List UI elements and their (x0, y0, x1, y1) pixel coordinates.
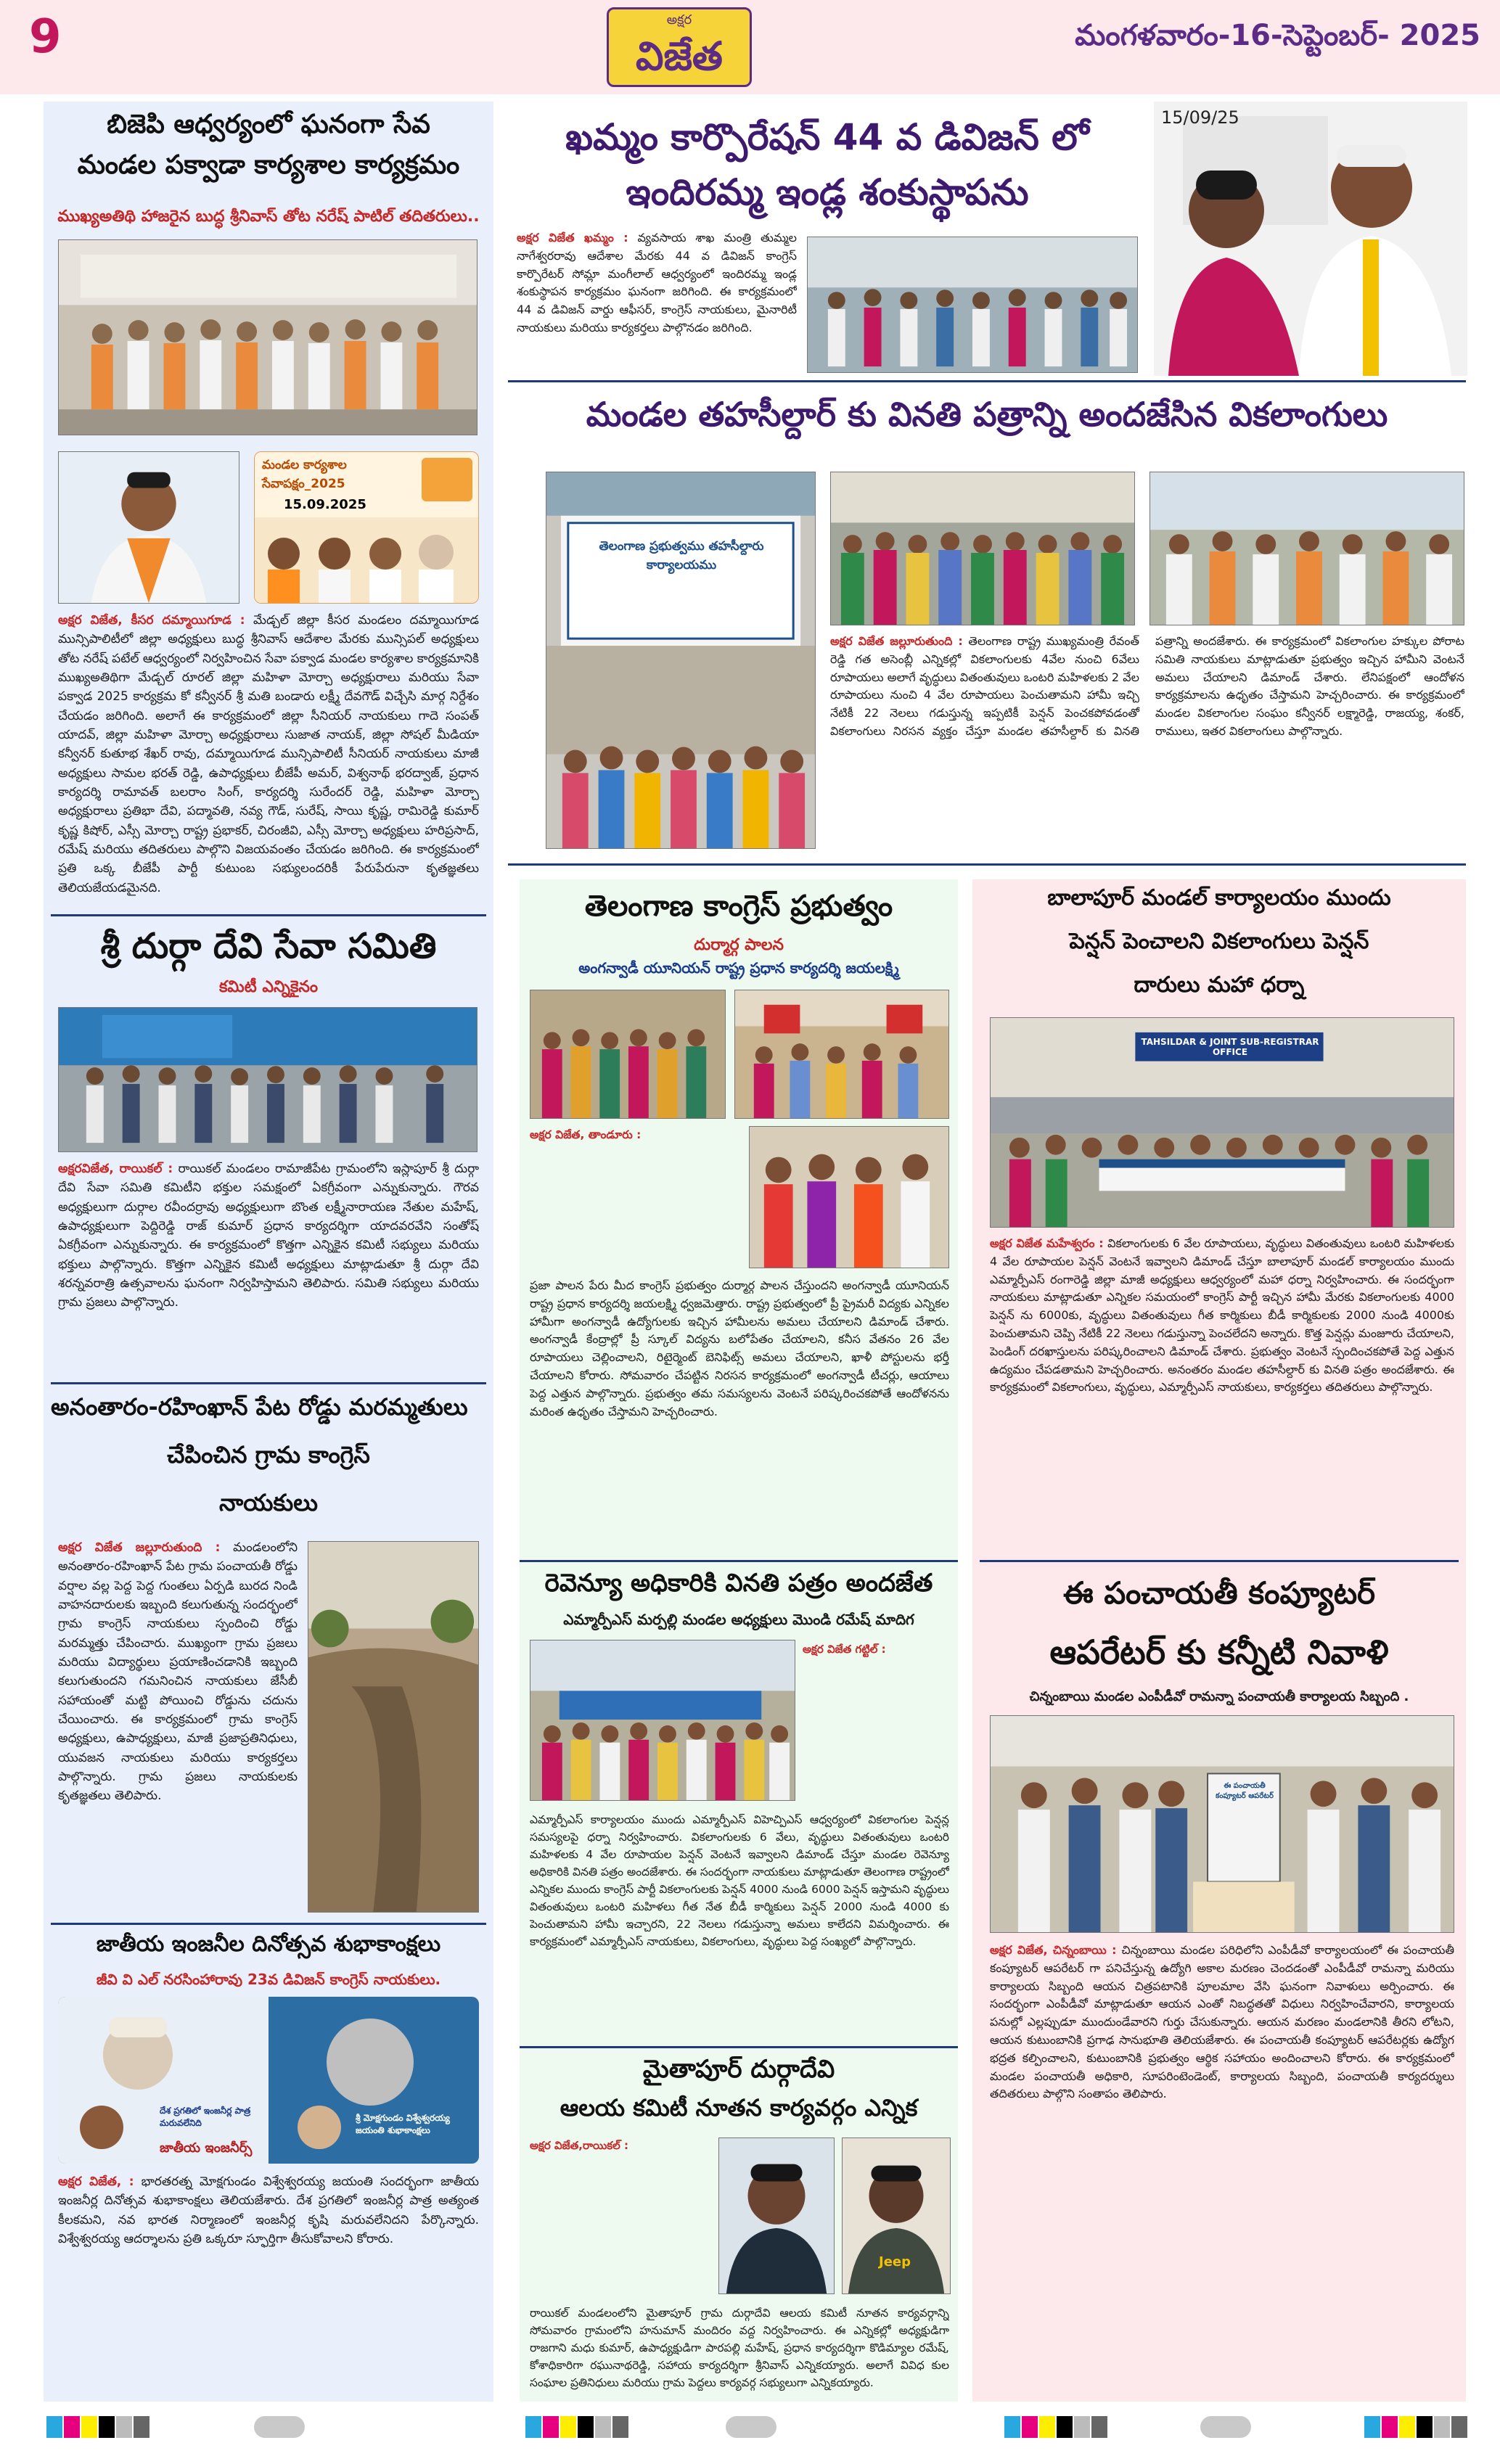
operator-body-text: చిన్నంబాయి మండల పరిధిలోని ఎంపీడీవో కార్యాలయంలో ఈ పంచాయతీ కంప్యూటర్ ఆపరేటర్ గా పనిచేస్తున్న ఉద్యోగి అకాల మరణం చెందడంతో ఎంపీడీవో రామన్నా మరియు కార్యాలయ సిబ్బంది ఆయన చిత్రపటానికి పూలమాల వేసి ఘనంగా నివాళులు అర్పించారు. ఈ సందర్భంగా ఎంపీడీవో మాట్లాడుతూ ఆయన ఎంతో నిబద్ధతతో విధులు నిర్వహించేవారని, కార్యాలయ పనుల్లో ఎల్లప్పుడూ ముందుండేవారని గుర్తు చేసుకున్నారు. ఆయన మరణం మండలానికి తీరని లోటని, ఆయన కుటుంబానికి ప్రగాఢ సానుభూతి తెలియజేశారు. ఈ పంచాయతీ కంప్యూటర్ ఆపరేటర్లకు ఉద్యోగ భద్రత కల్పించాలని, కుటుంబానికి ప్రభుత్వం ఆర్థిక సహాయం అందించాలని కోరారు. ఈ కార్యక్రమంలో మండల పంచాయతీ అధికారి, సూపరింటెండెంట్, కార్యాలయ సిబ్బంది, పంచాయతీ కార్యదర్శులు తదితరులు పాల్గొని సంతాపం తెలిపారు. (990, 1943, 1454, 2101)
divider (980, 1560, 1459, 1562)
road-headline-3: నాయకులు (219, 1489, 318, 1516)
durga-committee-photo (58, 1007, 478, 1152)
road-lead: అక్షర విజేత జల్లూరుతుంది : (58, 1540, 221, 1555)
road-headline-1: అనంతారం-రహింఖాన్ పేట రోడ్డు మరమ్మతులు (51, 1393, 468, 1421)
balapur-headline-2: పెన్షన్ పెంచాలని వికలాంగులు పెన్షన్ (1069, 929, 1369, 954)
balapur-lead: అక్షర విజేత మహేశ్వరం : (990, 1236, 1104, 1250)
divider (51, 914, 486, 916)
maithapur-portrait-1 (718, 2137, 835, 2294)
operator-body (990, 1942, 1454, 2391)
operator-lead: అక్షర విజేత, చిన్నంబాయి : (990, 1943, 1117, 1957)
tahsildar-board-text: తెలంగాణ ప్రభుత్వము తహసీల్దారు కార్యాలయము (599, 539, 764, 572)
operator-headline-2: ఆపరేటర్ కు కన్నీటి నివాళి (1049, 1633, 1389, 1672)
revenue-body-side (803, 1641, 951, 1808)
divider (520, 1560, 958, 1562)
bjp-lotus-icon (422, 458, 472, 501)
road-headline-2: చేపించిన గ్రామ కాంగ్రెస్ (167, 1441, 370, 1469)
operator-tribute-photo (990, 1715, 1454, 1933)
engineers-byline: జీవి వి ఎల్ నరసింహారావు 23వ డివిజన్ కాంగ్రెస్ నాయకులు. (96, 1971, 441, 1988)
tahsildar-lead: అక్షర విజేత జల్లూరుతుంది : (830, 634, 963, 648)
tahsildar-headline: మండల తహసీల్దార్ కు వినతి పత్రాన్ని అందజేసిన వికలాంగులు (586, 395, 1388, 434)
khammam-body-text: వ్యవసాయ శాఖ మంత్రి తుమ్మల నాగేశ్వరరావు ఆదేశాల మేరకు 44 వ డివిజన్ కాంగ్రెస్ కార్పొరేటర్ సోమ్లా మంగీలాల్ ఆధ్వర్యంలో ఇందిరమ్మ ఇండ్ల శంకుస్థాపన కార్యక్రమం ఘనంగా జరిగింది. ఈ కార్యక్రమంలో 44 వ డివిజన్ వార్డు ఆఫీసర్, కాంగ్రెస్ నాయకులు, మైనారిటీ నాయకులు మరియు కార్యకర్తలు పాల్గొనడం జరిగింది. (517, 231, 797, 334)
engineers-ad-title: జాతీయ ఇంజనీర్స్ (160, 2140, 253, 2156)
bjp-headline-1: బిజెపి ఆధ్వర్యంలో ఘనంగా సేవ (107, 110, 430, 139)
page-number: 9 (29, 10, 62, 64)
durga-headline: శ్రీ దుర్గా దేవి సేవా సమితి (100, 926, 437, 966)
divider (51, 1382, 486, 1384)
tahsildar-protest-photo-1 (830, 472, 1135, 625)
engineers-ad-text-1: దేశ ప్రగతిలో ఇంజనీర్ల పాత్ర మరువలేనిది (160, 2106, 251, 2128)
khammam-headline-2: ఇందిరమ్మ ఇండ్ల శంకుస్థాపను (626, 171, 1029, 213)
bjp-body-text: మేడ్చల్ జిల్లా కీసర మండలం దమ్మాయిగూడ మున్సిపాలిటీలో జిల్లా అధ్యక్షులు బుద్ధ శ్రీనివాస్ ఆదేశాల మేరకు మున్సిపల్ అధ్యక్షులు తోట నరేష్ పటేల్ ఆధ్వర్యంలో నిర్వహించిన సేవా పక్వాడ మండల కార్యశాల కార్యక్రమానికి ముఖ్యఅతిథిగా మేడ్చల్ రూరల్ జిల్లా మహిళా మోర్చా అధ్యక్షురాలు మరియు సేవా పక్వాడ 2025 కార్యక్రమ కో కన్వీనర్ శ్రీ మతి బండారు లక్ష్మీ దేవగౌడ్ విచ్చేసి మార్గ నిర్దేశం చేయడం జరిగింది. అలాగే ఈ కార్యక్రమంలో జిల్లా సీనియర్ నాయకులు గాదె సంపత్ యాదవ్, జిల్లా మహిళా మోర్చా అధ్యక్షురాలు సుజాత నాయక్, జిల్లా సోషల్ మీడియా కన్వీనర్ కుతూభ శేఖర్ రావు, దమ్మాయిగూడ మున్సిపాలిటీ సీనియర్ నాయకులు మాజీ అధ్యక్షులు సామల భరత్ రెడ్డి, ఉపాధ్యక్షులు బీజేపీ అమర్, విశ్వనాథ్ భరద్వాజ్, ప్రధాన కార్యదర్శి రామావత్ బలరాం సింగ్, కార్యదర్శి సురేందర్ రెడ్డి, మహిళా మోర్చా అధ్యక్షురాలు ప్రతిభా దేవి, పద్మావతి, నవ్య గౌడ్, సురేష్, సాయి కృష్ణ, రామిరెడ్డి కుమార్ కృష్ణ కిషోర్, ఎస్సీ మోర్చా రాష్ట్ర ప్రభాకర్, చిరంజీవి, ఎస్సీ మోర్చా అధ్యక్షులు హరిప్రసాద్, రమేష్ మరియు తదితరులు పాల్గొని విజయవంతం చేయడం జరిగింది. ఈ కార్యక్రమంలో ప్రతి ఒక్క బీజేపీ పార్టీ కుటుంబ సభ్యులందరికీ పేరుపేరునా కృతజ్ఞతలు తెలియజేయడమైనది. (58, 613, 479, 895)
revenue-body (530, 1811, 949, 2029)
poster-date: 15.09.2025 (284, 497, 366, 512)
revenue-body-text: ఎమ్మార్పీఎస్ కార్యాలయం ముందు ఎమ్మార్పీఎస్ విహెచ్పిఎస్ ఆధ్వర్యంలో వికలాంగుల పెన్షన్ల సమస్యలపై ధర్నా నిర్వహించారు. వికలాంగులకు 6 వేలు, వృద్ధులు వితంతువులు ఒంటరి మహిళలకు 4 వేల రూపాయల పెన్షన్ వెంటనే ఇవ్వాలని డిమాండ్ చేస్తూ మండల రెవెన్యూ అధికారికి వినతి పత్రం అందజేశారు. ఈ సందర్భంగా నాయకులు మాట్లాడుతూ తెలంగాణ రాష్ట్రంలో ఎన్నికల ముందు కాంగ్రెస్ పార్టీ వికలాంగులకు పెన్షన్ 4000 నుండి 6000 పెన్షన్ ఇస్తామని వృద్ధులు వితంతువులు ఒంటరి మహిళలు గీత నేత బీడీ కార్మికులు పెన్షన్ 2000 నుండి 4000 కు పెంచుతామని హామీ ఇచ్చారని, 22 నెలలు గడుస్తున్నా అమలు కాలేదని విమర్శించారు. ఈ కార్యక్రమంలో ఎమ్మార్పీఎస్ నాయకులు, వికలాంగులు, వృద్ధులు పెద్ద సంఖ్యలో పాల్గొన్నారు. (530, 1813, 949, 1949)
durga-body-text: రాయికల్ మండలం రామాజీపేట గ్రామంలోని ఇస్లాపూర్ శ్రీ దుర్గా దేవి సేవా సమితి కమిటీని భక్తుల సమక్షంలో ఏకగ్రీవంగా ఎన్నుకున్నారు. గౌరవ అధ్యక్షులుగా దుర్గాల రవీందర్రావు అధ్యక్షులుగా బొంత లక్ష్మీనారాయణ నేతుల మహేష్, ఉపాధ్యక్షులుగా పెద్దిరెడ్డి రాజ్ కుమార్ ప్రధాన కార్యదర్శిగా యాదవరవేని సంతోష్ ఏకగ్రీవంగా ఎన్నుకున్నారు. ఈ కార్యక్రమంలో కొత్తగా ఎన్నికైన కమిటీ సభ్యులు మరియు భక్తులు పాల్గొన్నారు. కొత్తగా ఎన్నికైన కమిటీ అధ్యక్షులు మాట్లాడుతూ శ్రీ దుర్గా దేవి శరన్నవరాత్రి ఉత్సవాలను ఘనంగా నిర్వహిస్తామని తెలిపారు. సమితి సభ్యులు మరియు గ్రామ ప్రజలు పాల్గొన్నారు. (58, 1162, 479, 1310)
congress-photo-1 (530, 990, 726, 1119)
khammam-foundation-photo (807, 237, 1138, 373)
congress-body-text: ప్రజా పాలన పేరు మీద కాంగ్రెస్ ప్రభుత్వం దుర్మార్గ పాలన చేస్తుందని అంగన్వాడీ యూనియన్ రాష్ట్ర ప్రధాన కార్యదర్శి జయలక్ష్మి ధ్వజమెత్తారు. రాష్ట్ర ప్రభుత్వంలో ప్రీ ప్రైమరీ విద్యకు ఎన్నికల హామీగా అంగన్వాడీ ఉద్యోగులకు ఇచ్చిన హామీలను అమలు చేయాలని డిమాండ్ చేశారు. అంగన్వాడీ కేంద్రాల్లో ప్రీ స్కూల్ విద్యను బలోపేతం చేయాలని, కనీస వేతనం 26 వేల రూపాయలు చెల్లించాలని, రిటైర్మెంట్ బెనిఫిట్స్ అమలు చేయాలని, ఖాళీ పోస్టులను భర్తీ చేయాలని కోరారు. సోమవారం చేపట్టిన నిరసన కార్యక్రమంలో అంగన్వాడీ టీచర్లు, ఆయాలు పెద్ద ఎత్తున పాల్గొన్నారు. ప్రభుత్వం తమ సమస్యలను వెంటనే పరిష్కరించకపోతే ఆందోళనను మరింత ఉధృతం చేస్తామని హెచ్చరించారు. (530, 1278, 949, 1418)
revenue-byline: ఎమ్మార్పీఎస్ మర్పల్లి మండల అధ్యక్షులు మొండి రమేష్ మాదిగ (563, 1611, 914, 1628)
masthead-small: అక్షర (666, 12, 692, 28)
tahsildar-protest-photo-2 (1149, 472, 1464, 625)
engineers-headline: జాతీయ ఇంజనీల దినోత్సవ శుభాకాంక్షలు (96, 1931, 441, 1957)
bjp-group-photo (58, 239, 478, 435)
tahsildar-office-photo (546, 472, 816, 849)
bjp-body (58, 611, 479, 916)
revenue-protest-photo (530, 1640, 795, 1801)
registration-marks (525, 2416, 743, 2445)
balapur-body (990, 1235, 1454, 1554)
masthead-logo (607, 7, 752, 87)
congress-sub-2: అంగన్వాడీ యూనియన్ రాష్ట్ర ప్రధాన కార్యదర్శి జయలక్ష్మి (578, 959, 899, 977)
road-body (58, 1538, 298, 1930)
maithapur-portrait-2 (842, 2137, 951, 2294)
maithapur-shirt-text: Jeep (879, 2254, 911, 2270)
divider (520, 2046, 958, 2048)
operator-banner-text: ఈ పంచాయతీ కంప్యూటర్ ఆపరేటర్ (1216, 1782, 1274, 1800)
maithapur-headline-1: మైతాపూర్ దుర్గాదేవి (642, 2055, 835, 2084)
khammam-headline-1: ఖమ్మం కార్పొరేషన్ 44 వ డివిజన్ లో (565, 116, 1089, 158)
congress-photo-2 (734, 990, 949, 1119)
engineers-day-ad (58, 1997, 479, 2164)
registration-marks (1004, 2416, 1222, 2445)
maithapur-body-text: రాయికల్ మండలంలోని మైతాపూర్ గ్రామ దుర్గాదేవి ఆలయ కమిటీ నూతన కార్యవర్గాన్ని సోమవారం గ్రామంలోని హనుమాన్ మందిరం వద్ద నిర్వహించారు. ఈ ఎన్నికల్లో అధ్యక్షుడిగా రాజగాని మధు కుమార్, ఉపాధ్యక్షుడిగా పారపల్లి మహేష్, ప్రధాన కార్యదర్శిగా కొడిమ్యాల రమేష్, కోశాధికారిగా రఘునాథరెడ్డి, సహాయ కార్యదర్శిగా శ్రీనివాస్ ఎన్నికయ్యారు. అలాగే వివిధ కుల సంఘాల ప్రతినిధులు మరియు గ్రామ పెద్దలు కార్యవర్గ సభ్యులుగా ఎన్నికయ్యారు. (530, 2307, 949, 2390)
khammam-leaders-photo (1154, 102, 1467, 376)
issue-date: మంగళవారం-16-సెప్టెంబర్- 2025 (1075, 19, 1480, 52)
maithapur-headline-2: ఆలయ కమిటీ నూతన కార్యవర్గం ఎన్నిక (560, 2094, 918, 2122)
bjp-lead: అక్షర విజేత, కీసర దమ్మాయిగూడ : (58, 613, 245, 628)
divider (508, 863, 1466, 866)
operator-byline: చిన్నంబాయి మండల ఎంపీడీవో రామన్నా పంచాయతీ కార్యాలయ సిబ్బంది . (1029, 1689, 1409, 1704)
registration-marks (1364, 2416, 1495, 2445)
poster-line-2: సేవాపక్షం_2025 (262, 477, 345, 491)
khammam-photo-date: 15/09/25 (1161, 107, 1239, 128)
congress-sub-1: దుర్మార్గ పాలన (694, 936, 784, 954)
bjp-byline: ముఖ్యఅతిథి హాజరైన బుద్ధ శ్రీనివాస్ తోట నరేష్ పాటిల్ తదితరులు.. (57, 208, 480, 226)
balapur-body-text: వికలాంగులకు 6 వేల రూపాయలు, వృద్ధులు వితంతువులు ఒంటరి మహిళలకు 4 వేల రూపాయల పెన్షన్ వెంటనే ఇవ్వాలని డిమాండ్ చేస్తూ బాలాపూర్ మండల్ కార్యాలయం ముందు ఎమ్మార్పీఎస్ రంగారెడ్డి జిల్లా మాజీ అధ్యక్షులు ఆధ్వర్యంలో మహా ధర్నా నిర్వహించారు. ఈ సందర్భంగా నాయకులు మాట్లాడుతూ ఎన్నికల సమయంలో కాంగ్రెస్ పార్టీ ఇచ్చిన హామీ మేరకు వికలాంగులకు 4000 పెన్షన్ ను 6000కు, వృద్ధులు వితంతువులు గీత కార్మికులు బీడీ కార్మికులకు 2000 నుండి 4000కు పెంచుతామని చెప్పి నేటికీ 22 నెలలు గడుస్తున్నా పెంచలేదని అన్నారు. కొత్త పెన్షన్లు మంజూరు చేయాలని, పెండింగ్ దరఖాస్తులను పరిష్కరించాలని డిమాండ్ చేశారు. ప్రభుత్వం వెంటనే స్పందించకపోతే పెద్ద ఎత్తున ఉద్యమం చేపడతామని హెచ్చరించారు. అనంతరం మండల తహసీల్దార్ కు వినతి పత్రం అందజేశారు. ఈ కార్యక్రమంలో వికలాంగులు, వృద్ధులు, ఎమ్మార్పీఎస్ నాయకులు, కార్యకర్తలు తదితరులు పాల్గొన్నారు. (990, 1236, 1454, 1395)
balapur-dharna-photo (990, 1017, 1454, 1228)
engineers-lead: అక్షర విజేత, : (58, 2175, 134, 2189)
durga-byline: కమిటీ ఎన్నికైనం (218, 978, 319, 996)
bjp-headline-2: మండల పక్వాడా కార్యశాల కార్యక్రమం (77, 150, 460, 180)
engineers-body (58, 2172, 479, 2390)
durga-body (58, 1159, 479, 1377)
engineers-body-text: భారతరత్న మోక్షగుండం విశ్వేశ్వరయ్య జయంతి సందర్భంగా జాతీయ ఇంజనీర్ల దినోత్సవ శుభాకాంక్షలు తెలియజేశారు. దేశ ప్రగతిలో ఇంజనీర్ల పాత్ర అత్యంత కీలకమని, నవ భారత నిర్మాణంలో ఇంజనీర్ల కృషి మరువలేనిదని పేర్కొన్నారు. విశ్వేశ్వరయ్య ఆదర్శాలను ప్రతి ఒక్కరూ స్ఫూర్తిగా తీసుకోవాలని కోరారు. (58, 2175, 479, 2247)
masthead-title: విజేత (636, 33, 723, 79)
poster-portraits (255, 517, 479, 604)
khammam-lead: అక్షర విజేత ఖమ్మం : (517, 231, 628, 245)
balapur-headline-1: బాలాపూర్ మండల్ కార్యాలయం ముందు (1047, 885, 1391, 911)
durga-lead: అక్షరవిజేత, రాయికల్ : (58, 1162, 173, 1176)
road-body-text: మండలంలోని అనంతారం-రహింఖాన్ పేట గ్రామ పంచాయతీ రోడ్డు వర్షాల వల్ల పెద్ద పెద్ద గుంతలు ఏర్పడి బురద నిండి వాహనదారులకు ఇబ్బంది కలుగుతున్న సందర్భంలో గ్రామ కాంగ్రెస్ నాయకులు స్పందించి రోడ్డు మరమ్మత్తు చేపించారు. ముఖ్యంగా గ్రామ ప్రజలు మరియు విద్యార్థులు ప్రయాణించడానికి ఇబ్బంది కలుగుతుందని గమనించిన నాయకులు జేసీబీ సహాయంతో మట్టి పోయించి రోడ్డును చదును చేయించారు. ఈ కార్యక్రమంలో గ్రామ కాంగ్రెస్ అధ్యక్షులు, ఉపాధ్యక్షులు, మాజీ ప్రజాప్రతినిధులు, యువజన నాయకులు మరియు కార్యకర్తలు పాల్గొన్నారు. గ్రామ ప్రజలు నాయకులకు కృతజ్ఞతలు తెలిపారు. (58, 1540, 298, 1804)
maithapur-body (530, 2304, 949, 2391)
registration-oval (1200, 2416, 1273, 2445)
operator-headline-1: ఈ పంచాయతీ కంప్యూటర్ (1062, 1575, 1376, 1611)
balapur-headline-3: దారులు మహా ధర్నా (1134, 972, 1305, 998)
congress-headline: తెలంగాణ కాంగ్రెస్ ప్రభుత్వం (584, 890, 893, 923)
engineers-ad-text-2: శ్రీ మోక్షగుండం విశ్వేశ్వరయ్య జయంతి శుభాకాంక్షలు (356, 2113, 450, 2135)
tahsildar-body (830, 633, 1464, 850)
revenue-lead: అక్షర విజేత గట్టిల్ : (803, 1643, 886, 1656)
revenue-headline: రెవెన్యూ అధికారికి వినతి పత్రం అందజేత (544, 1569, 933, 1598)
congress-body-main (530, 1277, 949, 1553)
tahsildar-body-text: తెలంగాణ రాష్ట్ర ముఖ్యమంత్రి రేవంత్ రెడ్డి గత అసెంబ్లీ ఎన్నికల్లో వికలాంగులకు 4వేల నుంచి 6వేలు రూపాయలు అలాగే వృద్ధులు వితంతువులు ఒంటరి మహిళలకు 2 వేల రూపాయలు నుంచి 4 వేల రూపాయలు పెంచుతామని హామీ ఇచ్చి నేటికీ 22 నెలలు గడుస్తున్న ఇప్పటికీ పెన్షన్ పెంచకపోవడంతో వికలాంగులు నిరసన వ్యక్తం చేస్తూ మండల తహసీల్దార్ కు వినతి పత్రాన్ని అందజేశారు. ఈ కార్యక్రమంలో వికలాంగుల హక్కుల పోరాట సమితి నాయకులు మాట్లాడుతూ ప్రభుత్వం ఇచ్చిన హామీని వెంటనే అమలు చేయాలని డిమాండ్ చేశారు. లేనిపక్షంలో ఆందోళన కార్యక్రమాలను ఉధృతం చేస్తామని హెచ్చరించారు. ఈ కార్యక్రమంలో మండల వికలాంగుల సంఘం కన్వీనర్ లక్ష్మారెడ్డి, రాజయ్య, శంకర్, రాములు, ఇతర వికలాంగులు పాల్గొన్నారు. (830, 634, 1464, 738)
registration-marks (46, 2416, 264, 2445)
khammam-body (517, 229, 797, 367)
poster-line-1: మండల కార్యశాల (262, 458, 347, 472)
bjp-leader-portrait (58, 451, 239, 604)
registration-oval (726, 2416, 798, 2445)
road-repair-photo (308, 1541, 479, 1913)
divider (51, 1923, 486, 1925)
divider (508, 380, 1466, 382)
congress-lead: అక్షర విజేత, తాండూరు : (530, 1128, 642, 1141)
engineers-ad-art (58, 1997, 479, 2164)
bjp-seva-poster (254, 451, 479, 604)
balapur-banner-text: TAHSILDAR & JOINT SUB-REGISTRAR OFFICE (1141, 1037, 1319, 1057)
registration-oval (254, 2416, 327, 2445)
maithapur-lead: అక్షర విజేత,రాయికల్ : (530, 2139, 628, 2152)
